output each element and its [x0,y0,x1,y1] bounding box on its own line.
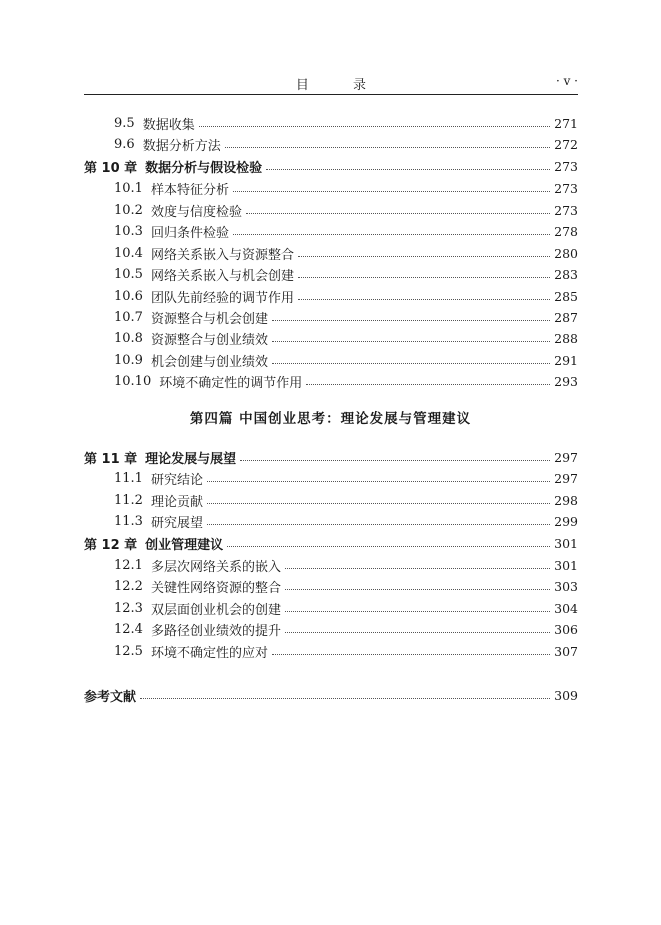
dot-leader [246,212,550,214]
section-title: 机会创建与创业绩效 [150,354,268,370]
section-title: 资源整合与创业绩效 [150,332,268,348]
dot-leader [285,610,550,612]
page-number: 306 [554,621,578,637]
section-title: 回归条件检验 [150,225,229,241]
dot-leader [306,383,550,385]
page-number: 301 [554,557,578,573]
section-number: 12.1 [114,557,143,573]
page-number: 301 [554,535,578,551]
section-number: 12.3 [114,600,143,616]
section-title: 关键性网络资源的整合 [150,580,281,596]
dot-leader [298,276,550,278]
page-number: 293 [554,373,578,389]
page-number: 303 [554,578,578,594]
page-number: 273 [554,180,578,196]
toc-entry[interactable] [114,619,578,639]
toc-chapter-12[interactable] [84,533,578,553]
dot-leader [227,545,550,547]
dot-leader [207,523,550,525]
section-title: 多层次网络关系的嵌入 [150,559,281,575]
toc-entry[interactable] [114,328,578,348]
toc-entry[interactable] [114,200,578,220]
page-number: 278 [554,223,578,239]
section-title: 数据分析方法 [142,138,221,154]
dot-leader [272,362,550,364]
page-number: 307 [554,643,578,659]
section-title: 环境不确定性的调节作用 [159,375,303,391]
section-title: 团队先前经验的调节作用 [150,290,294,306]
page-number: 280 [554,245,578,261]
page-number: 298 [554,492,578,508]
toc-entry[interactable] [114,371,578,391]
toc-entry[interactable] [114,641,578,661]
chapter-number: 第 12 章 [84,537,138,553]
section-title: 双层面创业机会的创建 [150,602,281,618]
section-number: 10.4 [114,245,143,261]
dot-leader [285,631,550,633]
chapter-number: 第 11 章 [84,451,138,467]
dot-leader [207,502,550,504]
section-number: 11.2 [114,492,143,508]
toc-entry[interactable] [114,286,578,306]
toc-entry[interactable] [114,598,578,618]
page-number: 304 [554,600,578,616]
section-number: 12.2 [114,578,143,594]
page-number: 297 [554,470,578,486]
section-number: 10.1 [114,180,143,196]
toc-entry[interactable] [114,350,578,370]
dot-leader [240,459,550,461]
references-title: 参考文献 [84,689,137,705]
section-number: 10.5 [114,266,143,282]
header-title: 目 录 [295,78,387,93]
toc-entry[interactable] [114,511,578,531]
dot-leader [272,653,550,655]
page-number: 283 [554,266,578,282]
section-number: 9.5 [114,115,135,131]
page-number: 291 [554,352,578,368]
chapter-title: 理论发展与展望 [145,451,237,467]
toc-entry[interactable] [114,178,578,198]
toc-chapter-10[interactable] [84,156,578,176]
section-number: 10.7 [114,309,143,325]
dot-leader [233,233,550,235]
toc-references[interactable] [84,685,578,705]
dot-leader [298,255,550,257]
page-number: 271 [554,115,578,131]
page-number: 273 [554,158,578,174]
dot-leader [285,588,550,590]
section-number: 9.6 [114,136,135,152]
page-number: 285 [554,288,578,304]
header-page-number: · v · [555,74,578,88]
dot-leader [272,340,550,342]
toc-entry[interactable] [114,243,578,263]
section-number: 12.4 [114,621,143,637]
section-title: 多路径创业绩效的提升 [150,623,281,639]
section-number: 10.9 [114,352,143,368]
dot-leader [140,697,550,699]
toc-entry[interactable] [114,555,578,575]
chapter-title: 数据分析与假设检验 [145,160,263,176]
toc-entry[interactable] [114,468,578,488]
section-title: 数据收集 [142,117,195,133]
page-number: 273 [554,202,578,218]
section-number: 10.8 [114,330,143,346]
toc-entry[interactable] [114,490,578,510]
part-four-heading: 第四篇 中国创业思考：理论发展与管理建议 [189,411,472,427]
section-number: 10.10 [114,373,152,389]
chapter-title: 创业管理建议 [145,537,224,553]
section-number: 12.5 [114,643,143,659]
section-title: 效度与信度检验 [150,204,242,220]
toc-entry[interactable] [114,221,578,241]
dot-leader [225,146,550,148]
page-number: 309 [554,687,578,703]
section-number: 10.6 [114,288,143,304]
section-title: 理论贡献 [150,494,203,510]
section-title: 研究结论 [150,472,203,488]
dot-leader [272,319,550,321]
toc-chapter-11[interactable] [84,447,578,467]
dot-leader [199,125,550,127]
section-title: 研究展望 [150,515,203,531]
page-number: 288 [554,330,578,346]
dot-leader [266,168,550,170]
section-title: 资源整合与机会创建 [150,311,268,327]
section-number: 10.2 [114,202,143,218]
section-number: 11.3 [114,513,143,529]
toc-entry[interactable] [114,307,578,327]
chapter-number: 第 10 章 [84,160,138,176]
dot-leader [298,298,550,300]
page-number: 272 [554,136,578,152]
section-title: 样本特征分析 [150,182,229,198]
toc-entry[interactable] [114,576,578,596]
page-number: 299 [554,513,578,529]
toc-entry[interactable] [114,113,578,133]
page-number: 287 [554,309,578,325]
section-title: 网络关系嵌入与资源整合 [150,247,294,263]
toc-entry[interactable] [114,134,578,154]
dot-leader [207,480,550,482]
section-number: 11.1 [114,470,143,486]
section-title: 环境不确定性的应对 [150,645,268,661]
dot-leader [285,567,550,569]
section-title: 网络关系嵌入与机会创建 [150,268,294,284]
dot-leader [233,190,550,192]
toc-entry[interactable] [114,264,578,284]
section-number: 10.3 [114,223,143,239]
page-number: 297 [554,449,578,465]
